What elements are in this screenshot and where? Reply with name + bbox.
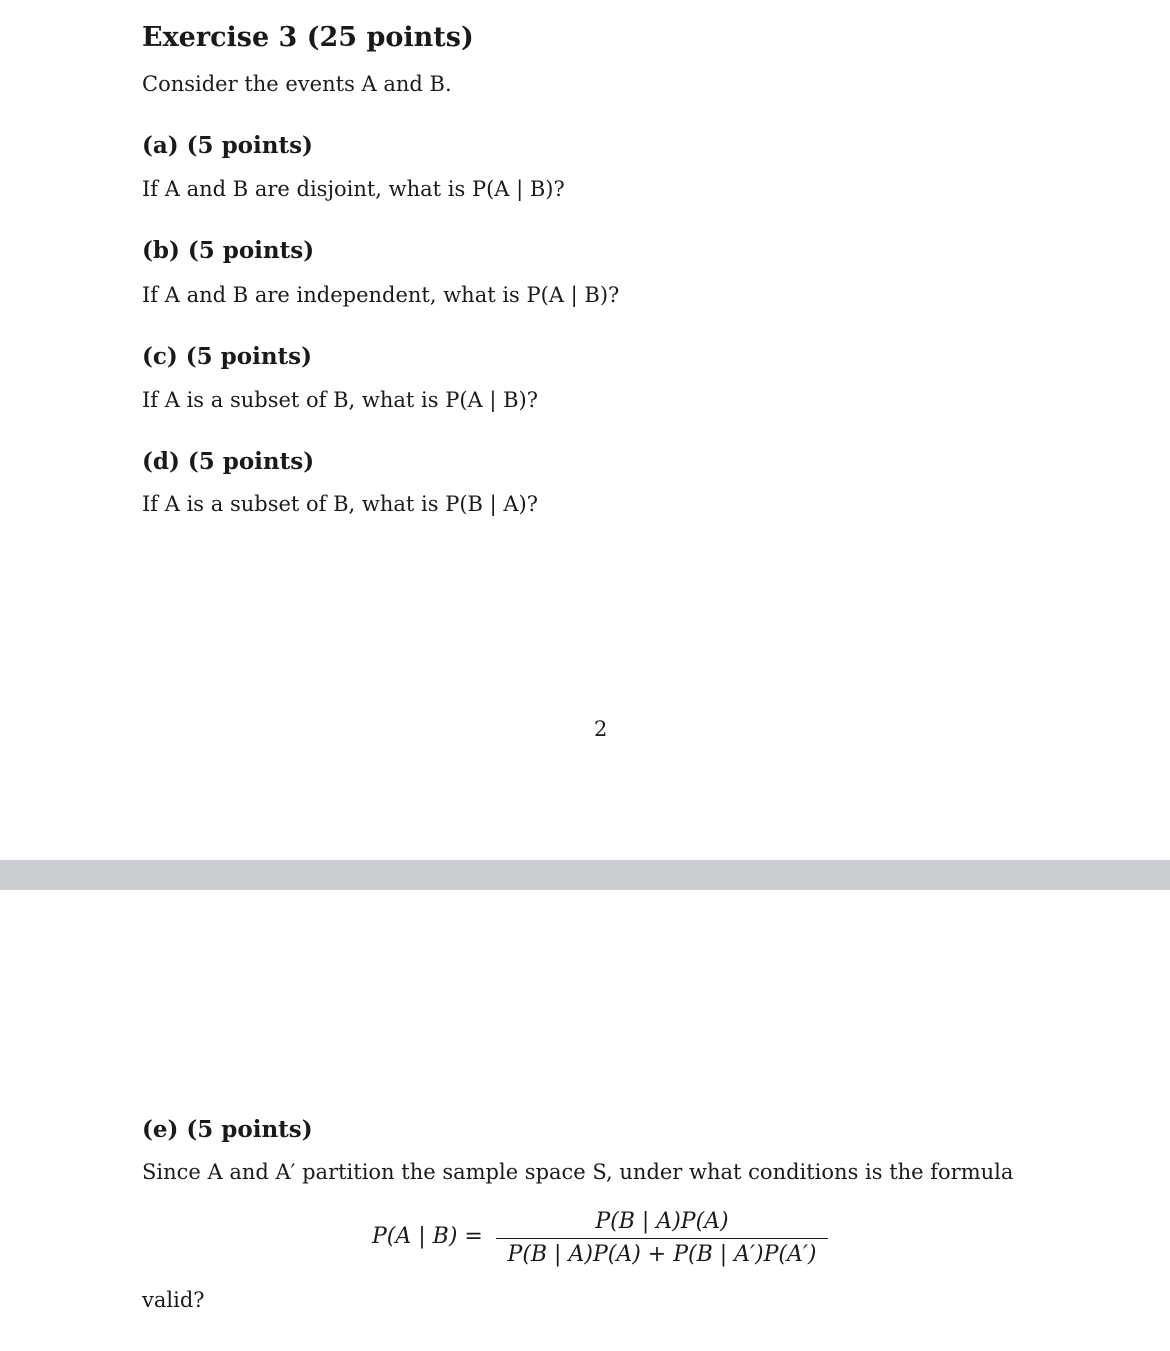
page-separator [0, 860, 1170, 890]
part-d-question: If A is a subset of B, what is P(B | A)? [142, 492, 538, 516]
part-c-question: If A is a subset of B, what is P(A | B)? [142, 388, 538, 412]
part-d-heading: (d) (5 points) [142, 448, 315, 475]
part-e-heading: (e) (5 points) [142, 1116, 313, 1143]
page-number: 2 [594, 717, 608, 741]
fraction-bar [496, 1238, 828, 1239]
part-c-heading: (c) (5 points) [142, 343, 313, 370]
part-e-question: Since A and A′ partition the sample space S, under what conditions is the formula [142, 1160, 1014, 1184]
formula-numerator: P(B | A)P(A) [595, 1209, 729, 1234]
formula-lhs: P(A | B) = [372, 1224, 483, 1249]
part-a-heading: (a) (5 points) [142, 132, 313, 159]
part-b-question: If A and B are independent, what is P(A | B)? [142, 283, 620, 307]
document-page-2 [0, 890, 1170, 1351]
part-b-heading: (b) (5 points) [142, 237, 315, 264]
formula-denominator: P(B | A)P(A) + P(B | A′)P(A′) [507, 1242, 817, 1267]
part-e-closing: valid? [142, 1288, 205, 1312]
bayes-formula [372, 1208, 842, 1268]
exercise-title: Exercise 3 (25 points) [142, 22, 474, 53]
formula-fraction [496, 1208, 828, 1269]
part-a-question: If A and B are disjoint, what is P(A | B)? [142, 177, 565, 201]
exercise-intro: Consider the events A and B. [142, 72, 452, 96]
